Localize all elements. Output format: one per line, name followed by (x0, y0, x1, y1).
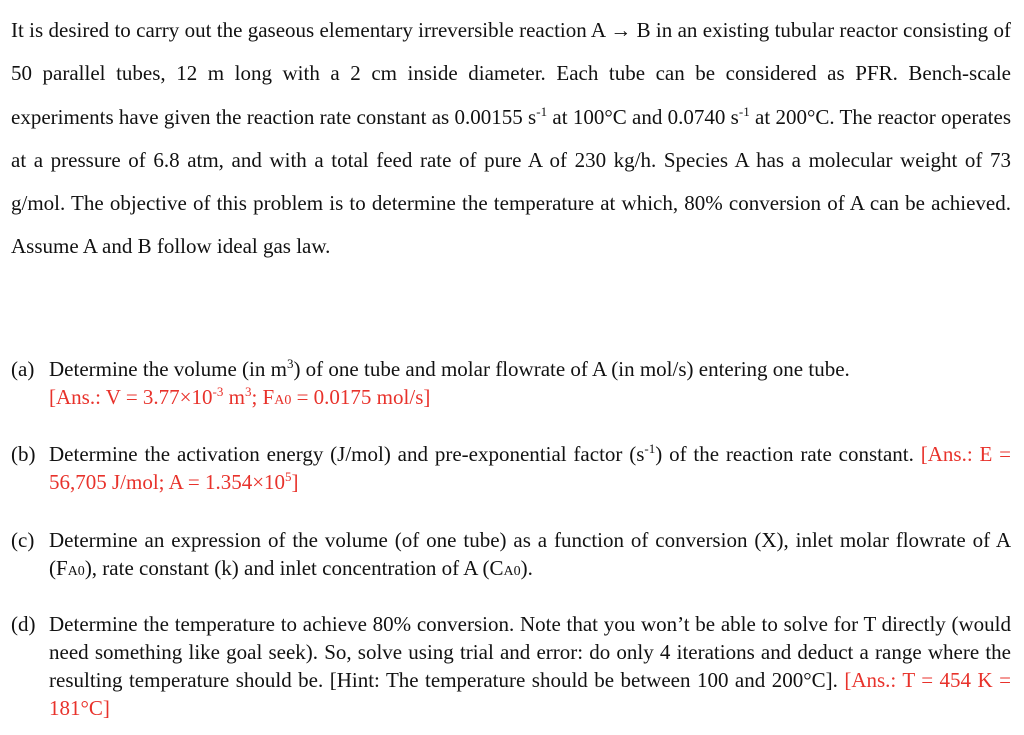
answer-text: ; F (251, 385, 275, 409)
question-label: (a) (11, 357, 35, 381)
question-body (49, 610, 1011, 722)
question-body (49, 526, 1011, 586)
intro-text-1: It is desired to carry out the gaseous elementary irreversible reaction A (11, 18, 605, 42)
answer-text: [Ans.: V = 3.77×10 (49, 385, 213, 409)
answer-text: = 0.0175 mol/s] (291, 385, 431, 409)
superscript: -1 (738, 103, 750, 119)
superscript: 5 (285, 469, 292, 484)
question-text: ) of the reaction rate constant. (655, 442, 921, 466)
problem-statement (11, 9, 1011, 269)
question-text: ) of one tube and molar flowrate of A (in mol/s) entering one tube. (293, 357, 850, 381)
subscript: A0 (503, 564, 521, 579)
question-text: ). (520, 556, 533, 580)
subscript: A0 (274, 393, 292, 408)
question-b (11, 440, 1011, 496)
superscript: 3 (286, 356, 294, 371)
answer-text: m (223, 385, 245, 409)
question-text: Determine the volume (in m (49, 357, 287, 381)
intro-text-4: at 200°C. The reactor operates at a pressure of 6.8 atm, and with a total feed rate of pure A of 230 kg/h. Species A has a molecular weight of 73 g/mol. The objective of this problem is to determine the temperature at which, 80% conversion of A can be achieved. Assume A and B follow ideal gas law. (11, 104, 1011, 259)
answer-a (49, 385, 430, 409)
intro-text-3: at 100°C and 0.0740 s (547, 104, 739, 129)
question-text: Determine the temperature to achieve 80% conversion. Note that you won’t be able to solve for T directly (would need something like goal seek). So, solve using trial and error: do only 4 iterations and deduct a range where the resulting temperature should be. [Hint: The temperature should be between 100 and 200°C]. (49, 612, 1011, 692)
question-label: (d) (11, 612, 36, 636)
question-body (49, 355, 1011, 415)
intro-text-2: B in an existing tubular reactor consisting of 50 parallel tubes, 12 m long with a 2 cm inside diameter. Each tube can be considered as PFR. Bench-scale experiments have given the reaction rate constant as 0.00155 s (11, 18, 1011, 129)
superscript: -1 (536, 103, 548, 119)
superscript: 3 (244, 384, 252, 399)
superscript: -3 (212, 384, 224, 399)
question-d (11, 610, 1011, 722)
question-text: Determine the activation energy (J/mol) and pre-exponential factor (s (49, 442, 645, 466)
subscript: A0 (67, 564, 85, 579)
superscript: -1 (644, 441, 656, 456)
question-label: (b) (11, 442, 36, 466)
answer-d: [Ans.: T = 454 K = 181°C] (49, 668, 1011, 720)
question-body (49, 440, 1011, 496)
question-text: Determine an expression of the volume (of one tube) as a function of conversion (X), inlet molar flowrate of A (F (49, 528, 1011, 580)
answer-text: [Ans.: E = 56,705 J/mol; A = 1.354×10 (49, 442, 1011, 494)
question-c (11, 526, 1011, 586)
reaction-arrow-icon: → (604, 18, 637, 42)
question-a (11, 355, 1011, 415)
question-label: (c) (11, 528, 35, 552)
answer-text: ] (291, 470, 299, 494)
question-text: ), rate constant (k) and inlet concentration of A (C (84, 556, 504, 580)
